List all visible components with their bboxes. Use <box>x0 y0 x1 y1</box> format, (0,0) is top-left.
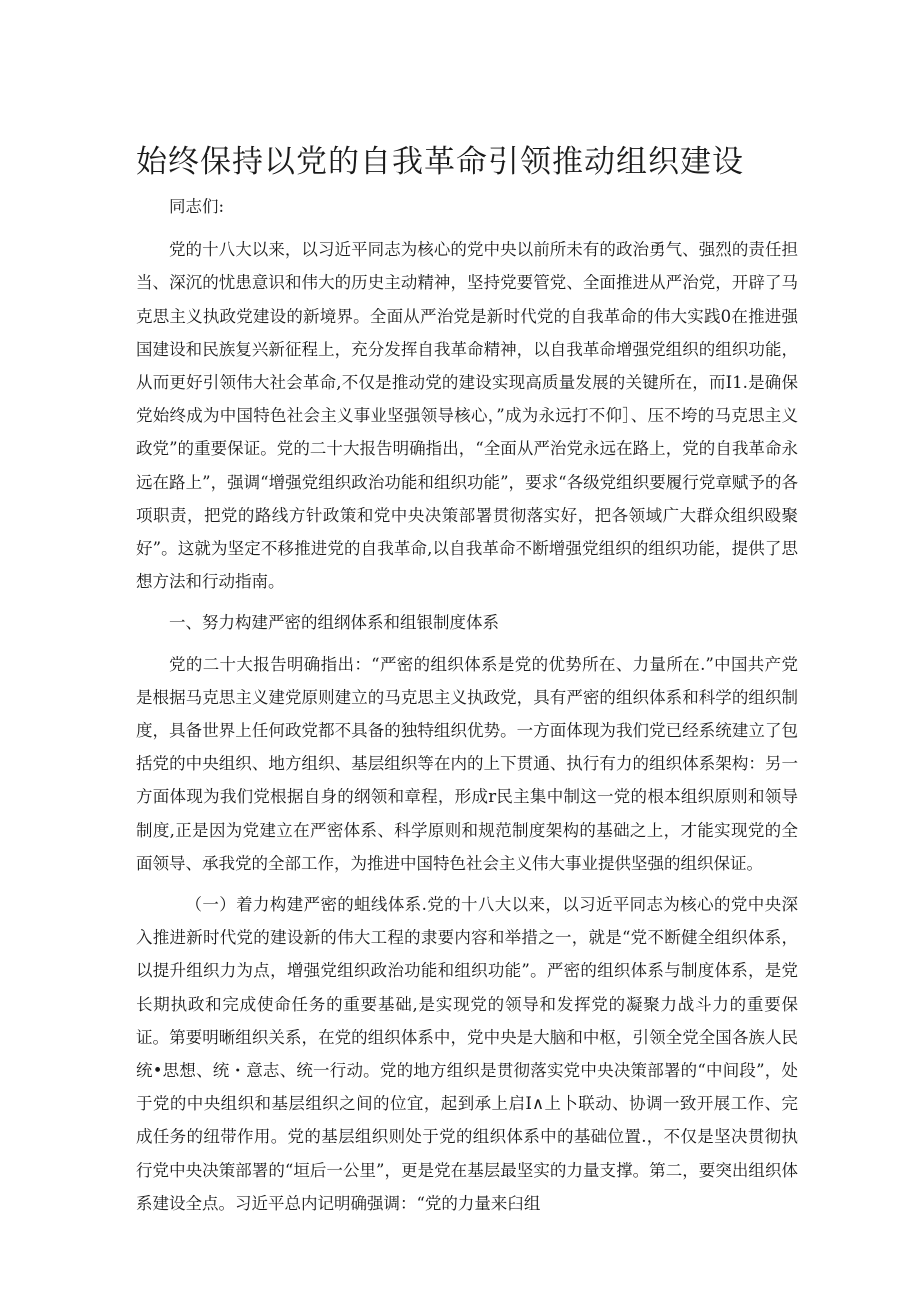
section-heading: 一、努力构建严密的组纲体系和组银制度体系 <box>169 613 499 633</box>
paragraph: 党的十八大以来，以习近平同志为核心的党中央以前所未有的政治勇气、强烈的责任担当、深沉的忧患意识和伟大的历史主动精神，坚持党要管党、全面推进从严治党，开辟了马克思主义执政党建设的新境界。全面从严治党是新时代党的自我革命的伟大实践0在推进强国建设和民族复兴新征程上，充分发挥自我革命精神，以自我革命增强党组织的组织功能，从而更好引领伟大社会革命,不仅是推动党的建设实现高质量发展的关键所在，而I1.是确保党始终成为中国特色社会主义事业坚强领导核心，”成为永远打不仰］、压不垮的马克思主义政党”的重要保证。党的二十大报告明确指出，“全面从严治党永远在路上，党的自我革命永远在路上”，强调“增强党组织政治功能和组织功能”，要求“各级党组织要履行党章赋予的各项职责，把党的路线方针政策和党中央决策部署贯彻落实好，把各领域广大群众组织殴聚好”。这就为坚定不移推进党的自我革命,以自我革命不断增强党组织的组织功能，提供了思想方法和行动指南。 <box>136 240 798 592</box>
subsection-paragraph: （一）着力构建严密的蛆线体系.党的十八大以来，以习近平同志为核心的党中央深入推进新时代党的建设新的伟大工程的隶要内容和举措之一，就是“党不断健全组织体系，以提升组织力为点，增强党组织政治功能和组织功能”。严密的组织体系与制度体系，是党长期执政和完成使命任务的重要基础,是实现党的领导和发挥党的凝聚力战斗力的重要保证。第要明晰组织关系，在党的组织体系中，党中央是大脑和中枢，引领全党全国各族人民统•思想、统・意志、统一行动。党的地方组织是贯彻落实党中央决策部署的“中间段”，处于党的中央组织和基层组织之间的位宜，起到承上启I∧上卜联动、协调一致开展工作、完成任务的纽带作用。党的基层组织则处于党的组织体系中的基础位置.，不仅是坚决贯彻执行党中央决策部署的“垣后一公里”，更是党在基层最坚实的力量支撑。第二，要突出组织体系建设全点。习近平总内记明确强调：“党的力量来臼组 <box>136 895 798 1213</box>
greeting: 同志们: <box>169 197 225 216</box>
paragraph: 党的二十大报告明确指出：“严密的组织体系是党的优势所在、力量所在.”中国共产党是根据马克思主义建党原则建立的马克思主义执政党，具有严密的组织体系和科学的组织制度，具备世界上任何政党都不具备的独特组织优势。一方面体现为我们党已经系统建立了包括党的中央组织、地方组织、基层组织等在内的上下贯通、执行有力的组织体系架构：另一方面体现为我们党根据自身的纲领和章程，形成r民主集中制这一党的根本组织原则和领导制度,正是因为党建立在严密体系、科学原则和规范制度架构的基础之上，才能实现党的全面领导、承我党的全部工作，为推进中国特色社会主义伟大事业提供坚强的组织保证。 <box>136 654 798 873</box>
document-body <box>136 190 798 1220</box>
document-title: 始终保持以党的自我革命引领推动组织建设 <box>136 144 744 180</box>
